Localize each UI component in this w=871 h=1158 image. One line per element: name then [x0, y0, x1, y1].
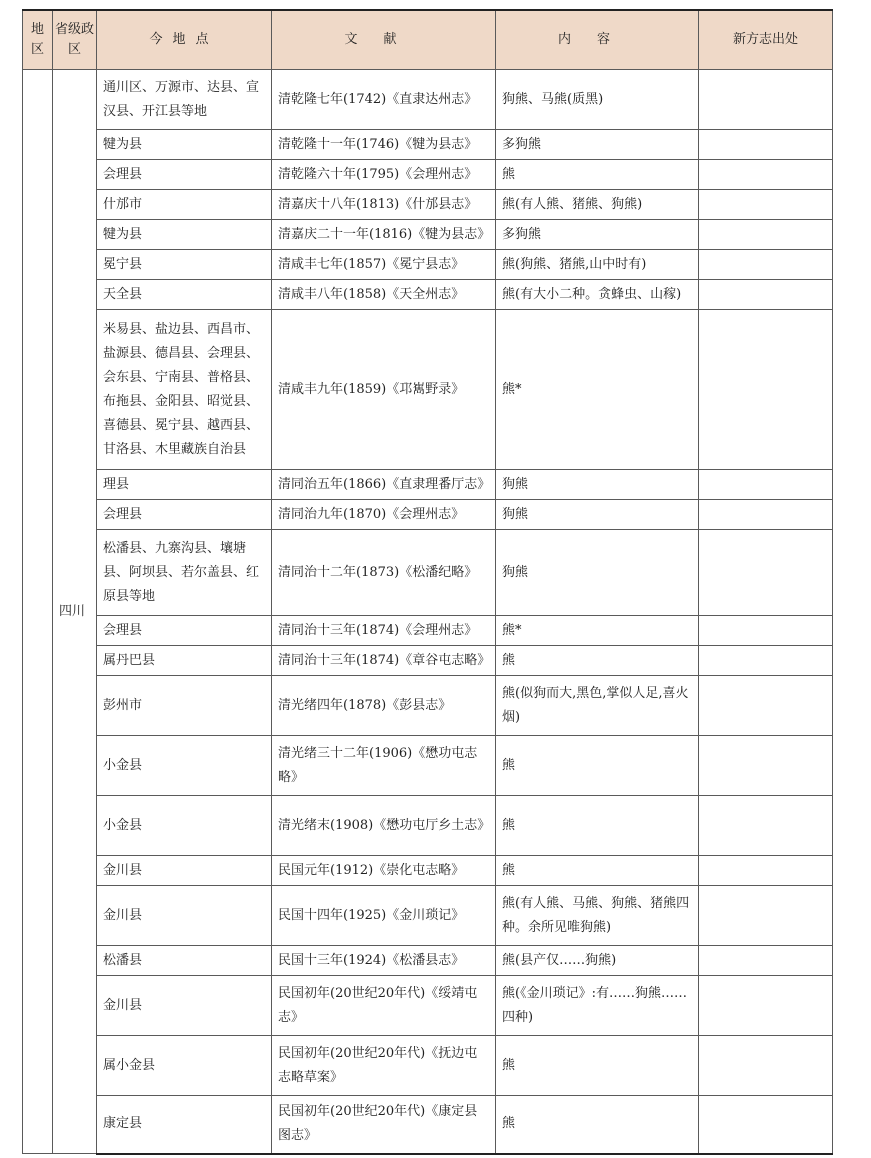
literature-cell: 清嘉庆二十一年(1816)《犍为县志》: [272, 220, 496, 250]
table-row: [23, 530, 833, 616]
place-cell: 什邡市: [97, 190, 272, 220]
content-cell: 熊(有人熊、猪熊、狗熊): [496, 190, 699, 220]
source-cell: [699, 530, 833, 616]
content-cell: 多狗熊: [496, 220, 699, 250]
literature-cell: 清光绪四年(1878)《彭县志》: [272, 676, 496, 736]
table-row: [23, 130, 833, 160]
literature-cell: 清同治九年(1870)《会理州志》: [272, 500, 496, 530]
header-literature: 文献: [272, 10, 496, 70]
table-row: [23, 796, 833, 856]
source-cell: [699, 976, 833, 1036]
source-cell: [699, 676, 833, 736]
table-row: [23, 470, 833, 500]
literature-cell: 民国初年(20世纪20年代)《绥靖屯志》: [272, 976, 496, 1036]
place-cell: 理县: [97, 470, 272, 500]
source-cell: [699, 736, 833, 796]
content-cell: 狗熊: [496, 500, 699, 530]
source-cell: [699, 160, 833, 190]
table-row: [23, 646, 833, 676]
place-cell: 通川区、万源市、达县、宣汉县、开江县等地: [97, 70, 272, 130]
content-cell: 熊(似狗而大,黑色,掌似人足,喜火烟): [496, 676, 699, 736]
content-cell: 熊: [496, 160, 699, 190]
place-cell: 天全县: [97, 280, 272, 310]
literature-cell: 民国元年(1912)《崇化屯志略》: [272, 856, 496, 886]
content-cell: 熊(有大小二种。贪蜂虫、山稼): [496, 280, 699, 310]
content-cell: 多狗熊: [496, 130, 699, 160]
source-cell: [699, 70, 833, 130]
table-row: [23, 946, 833, 976]
content-cell: 熊: [496, 646, 699, 676]
header-region: 地区: [23, 10, 53, 70]
place-cell: 金川县: [97, 886, 272, 946]
header-province: 省级政区: [53, 10, 97, 70]
content-cell: 熊: [496, 856, 699, 886]
literature-cell: 清咸丰八年(1858)《天全州志》: [272, 280, 496, 310]
content-cell: 熊(《金川琐记》:有……狗熊……四种): [496, 976, 699, 1036]
literature-cell: 清咸丰七年(1857)《冕宁县志》: [272, 250, 496, 280]
place-cell: 会理县: [97, 500, 272, 530]
content-cell: 熊*: [496, 310, 699, 470]
place-cell: 彭州市: [97, 676, 272, 736]
content-cell: 熊*: [496, 616, 699, 646]
source-cell: [699, 250, 833, 280]
literature-cell: 清乾隆十一年(1746)《犍为县志》: [272, 130, 496, 160]
place-cell: 小金县: [97, 796, 272, 856]
content-cell: 熊: [496, 1096, 699, 1154]
header-place: 今地点: [97, 10, 272, 70]
table-row: [23, 190, 833, 220]
place-cell: 小金县: [97, 736, 272, 796]
literature-cell: 清同治五年(1866)《直隶理番厅志》: [272, 470, 496, 500]
source-cell: [699, 886, 833, 946]
source-cell: [699, 616, 833, 646]
source-cell: [699, 500, 833, 530]
place-cell: 松潘县: [97, 946, 272, 976]
source-cell: [699, 190, 833, 220]
place-cell: 米易县、盐边县、西昌市、盐源县、德昌县、会理县、会东县、宁南县、普格县、布拖县、金阳县、昭觉县、喜德县、冕宁县、越西县、甘洛县、木里藏族自治县: [97, 310, 272, 470]
content-cell: 熊(县产仅……狗熊): [496, 946, 699, 976]
place-cell: 属丹巴县: [97, 646, 272, 676]
content-cell: 熊(有人熊、马熊、狗熊、猪熊四种。余所见唯狗熊): [496, 886, 699, 946]
header-content: 内容: [496, 10, 699, 70]
literature-cell: 民国初年(20世纪20年代)《康定县图志》: [272, 1096, 496, 1154]
place-cell: 属小金县: [97, 1036, 272, 1096]
table-row: [23, 310, 833, 470]
table-row: [23, 1036, 833, 1096]
content-cell: 熊: [496, 736, 699, 796]
table-row: [23, 976, 833, 1036]
place-cell: 康定县: [97, 1096, 272, 1154]
content-cell: 狗熊: [496, 470, 699, 500]
province-cell: 四川: [53, 70, 97, 1154]
header-row: [23, 10, 833, 70]
table-row: [23, 250, 833, 280]
literature-cell: 清咸丰九年(1859)《邛嶲野录》: [272, 310, 496, 470]
source-cell: [699, 1096, 833, 1154]
table-row: [23, 616, 833, 646]
place-cell: 犍为县: [97, 130, 272, 160]
literature-cell: 清乾隆六十年(1795)《会理州志》: [272, 160, 496, 190]
content-cell: 狗熊: [496, 530, 699, 616]
table-row: [23, 1096, 833, 1154]
source-cell: [699, 1036, 833, 1096]
table-row: [23, 160, 833, 190]
place-cell: 会理县: [97, 160, 272, 190]
literature-cell: 清光绪三十二年(1906)《懋功屯志略》: [272, 736, 496, 796]
source-cell: [699, 130, 833, 160]
table-row: [23, 220, 833, 250]
source-cell: [699, 310, 833, 470]
source-cell: [699, 856, 833, 886]
region-cell: [23, 70, 53, 1154]
place-cell: 金川县: [97, 976, 272, 1036]
source-cell: [699, 280, 833, 310]
content-cell: 熊: [496, 796, 699, 856]
literature-cell: 清同治十三年(1874)《章谷屯志略》: [272, 646, 496, 676]
source-cell: [699, 796, 833, 856]
gazetteer-table: [22, 9, 833, 1155]
content-cell: 狗熊、马熊(质黑): [496, 70, 699, 130]
header-new-gazetteer: 新方志出处: [699, 10, 833, 70]
table-row: [23, 856, 833, 886]
table-row: [23, 736, 833, 796]
content-cell: 熊(狗熊、猪熊,山中时有): [496, 250, 699, 280]
source-cell: [699, 220, 833, 250]
literature-cell: 清乾隆七年(1742)《直隶达州志》: [272, 70, 496, 130]
place-cell: 冕宁县: [97, 250, 272, 280]
source-cell: [699, 470, 833, 500]
source-cell: [699, 946, 833, 976]
table-row: [23, 886, 833, 946]
literature-cell: 清同治十二年(1873)《松潘纪略》: [272, 530, 496, 616]
content-cell: 熊: [496, 1036, 699, 1096]
place-cell: 会理县: [97, 616, 272, 646]
place-cell: 金川县: [97, 856, 272, 886]
place-cell: 松潘县、九寨沟县、壤塘县、阿坝县、若尔盖县、红原县等地: [97, 530, 272, 616]
place-cell: 犍为县: [97, 220, 272, 250]
literature-cell: 清同治十三年(1874)《会理州志》: [272, 616, 496, 646]
table-row: [23, 280, 833, 310]
literature-cell: 清嘉庆十八年(1813)《什邡县志》: [272, 190, 496, 220]
table-row: [23, 70, 833, 130]
literature-cell: 民国十三年(1924)《松潘县志》: [272, 946, 496, 976]
table-row: [23, 676, 833, 736]
source-cell: [699, 646, 833, 676]
table-row: [23, 500, 833, 530]
literature-cell: 清光绪末(1908)《懋功屯厅乡土志》: [272, 796, 496, 856]
literature-cell: 民国初年(20世纪20年代)《抚边屯志略草案》: [272, 1036, 496, 1096]
literature-cell: 民国十四年(1925)《金川琐记》: [272, 886, 496, 946]
